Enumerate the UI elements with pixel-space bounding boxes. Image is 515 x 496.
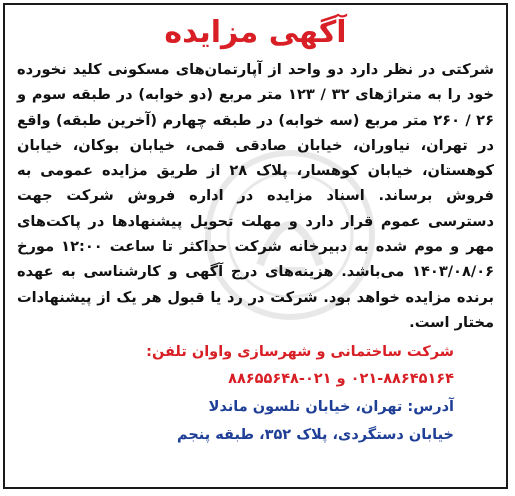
notice-frame	[3, 3, 508, 489]
address-line-1: آدرس: تهران، خیابان نلسون ماندلا	[208, 399, 454, 416]
paragraph-costs: هزینه‌های درج آگهی و کارشناسی به عهده برنده مزایده خواهد بود.	[17, 263, 494, 306]
paragraph-intro: شرکتی در نظر دارد دو واحد از آپارتمان‌های مسکونی کلید نخورده خود را به متراژهای ۳۲ / ۱۲۳ متر مربع (دو خوابه) در طبقه سوم و ۲۶ / ۲۶۰ متر مربع (سه خوابه) در طبقه چهارم (آخرین طبقه) واقع در تهران، نیاوران، خیابان صادقی قمی، خیابان بوکان، خیابان کوهستان، خیابان کوهسار، پلاک ۲۸ از طریق مزایده عمومی به فروش برساند.	[17, 61, 494, 205]
paragraph-documents: اسناد مزایده در اداره فروش شرکت جهت دسترسی عموم قرار دارد و مهلت تحویل پیشنهادها در پاکت‌های مهر و موم شده به دبیرخانه شرکت حداکثر تا ساعت ۱۲:۰۰ مورخ ۱۴۰۳/۰۸/۰۶ می‌باشد.	[17, 187, 495, 281]
address-line-2: خیابان دستگردی، پلاک ۳۵۲، طبقه پنجم	[176, 427, 454, 444]
phone-numbers: ۰۲۱-۸۸۶۴۵۱۶۴ و ۰۲۱-۸۸۶۵۵۶۴۸	[228, 371, 454, 388]
notice-title: آگهی مزایده	[164, 15, 347, 50]
company-name: شرکت ساختمانی و شهرسازی واوان تلفن:	[146, 344, 454, 361]
notice-content	[5, 11, 506, 449]
notice-body	[17, 57, 494, 335]
paragraph-rights: شرکت در رد یا قبول هر یک از پیشنهادات مختار است.	[17, 288, 494, 331]
